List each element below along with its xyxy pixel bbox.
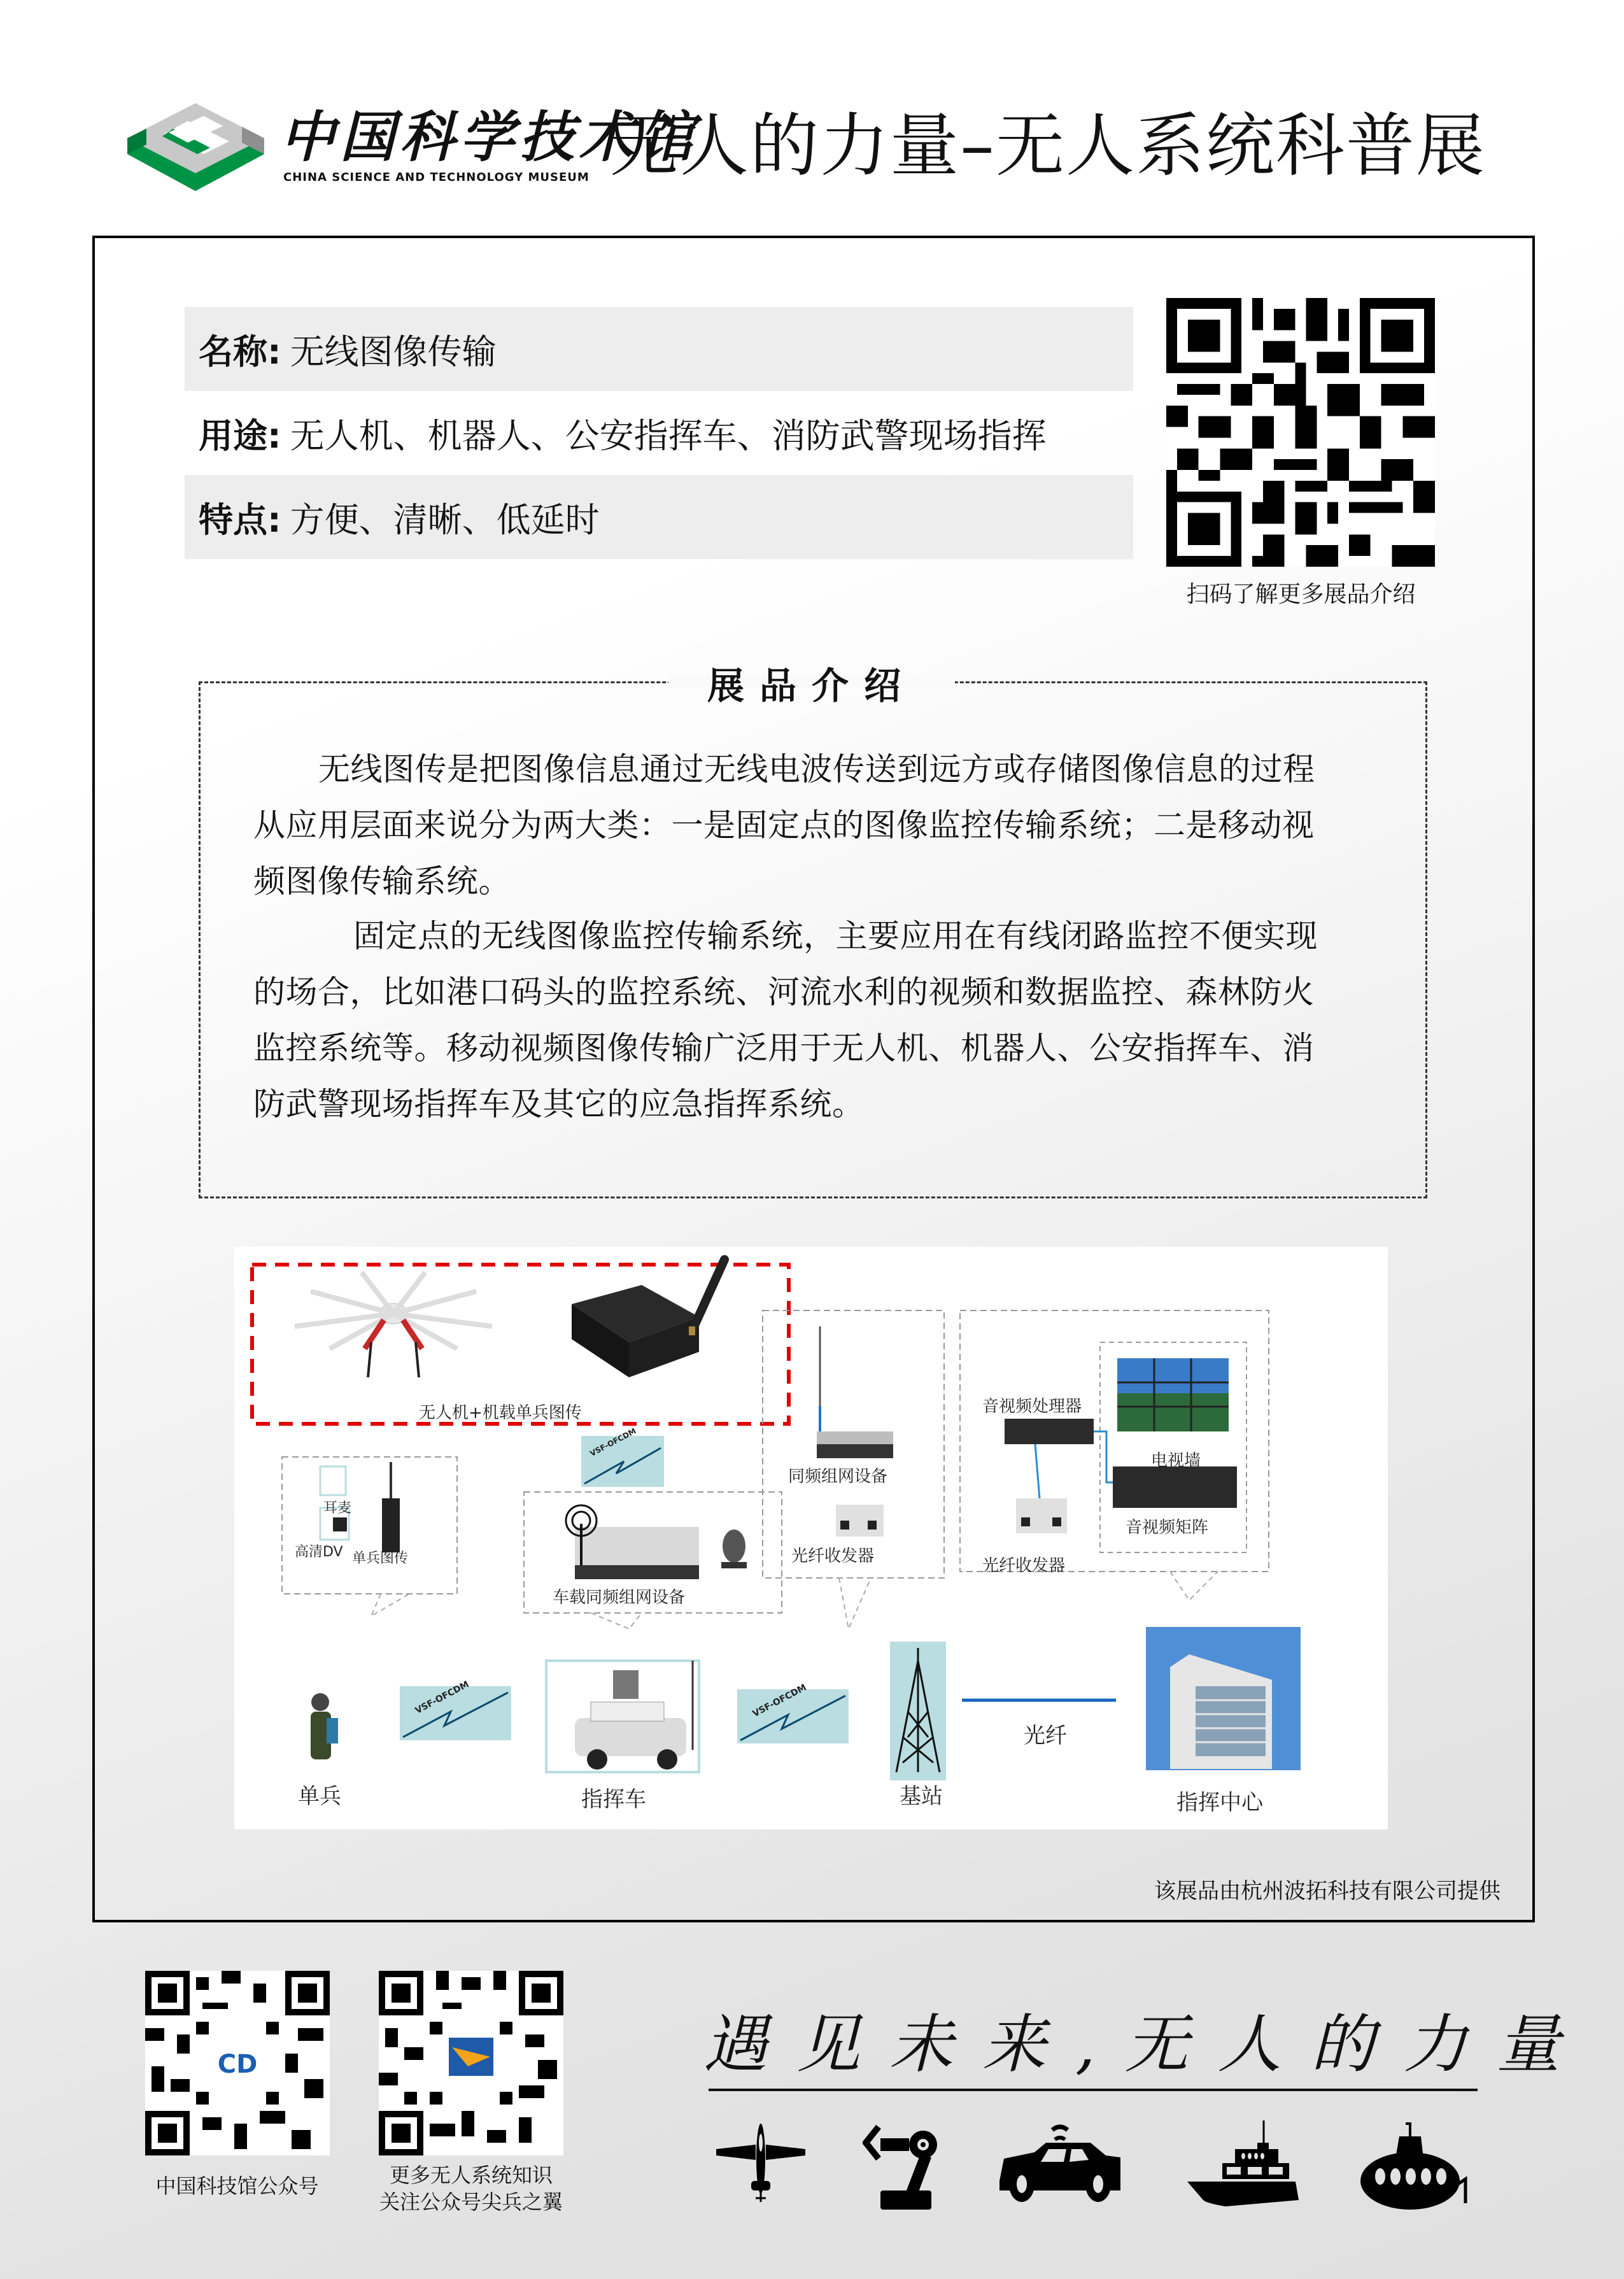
command-center-label: 指挥中心: [1176, 1790, 1263, 1815]
info-label: 用途:: [199, 415, 281, 456]
command-vehicle-label: 指挥车: [581, 1787, 646, 1812]
av-processor-label: 音视频处理器: [982, 1397, 1082, 1416]
svg-text:CD: CD: [217, 2050, 258, 2079]
slogan-divider: [709, 2089, 1478, 2091]
uav-show-wechat-qr-code[interactable]: [379, 1971, 563, 2155]
intro-paragraph-line: 的场合，比如港口码头的监控系统、河流水利的视频和数据监控、森林防火: [253, 974, 1315, 1011]
intro-paragraph-line: 频图像传输系统。: [253, 863, 511, 900]
info-row-features: [185, 475, 1133, 559]
link-label: VSF-OFCDM: [588, 1426, 638, 1458]
submarine-icon: [1356, 2120, 1471, 2210]
exhibit-qr-code[interactable]: [1166, 298, 1435, 567]
cstm-qr-caption: 中国科技馆公众号: [155, 2174, 319, 2198]
intro-paragraph-line: 监控系统等。移动视频图像传输广泛用于无人机、机器人、公安指挥车、消: [253, 1030, 1315, 1067]
system-diagram: [234, 1247, 1388, 1829]
intro-paragraph-line: 固定点的无线图像监控传输系统，主要应用在有线闭路监控不便实现: [353, 918, 1318, 955]
soldier-transmitter-label: 单兵图传: [352, 1551, 409, 1566]
intro-paragraph-line: 从应用层面来说分为两大类：一是固定点的图像监控传输系统；二是移动视: [253, 807, 1315, 844]
tv-wall-label: 电视墙: [1151, 1451, 1201, 1470]
robot-arm-icon: [863, 2120, 939, 2210]
page-title: 无人的力量–无人系统科普展: [610, 106, 1486, 186]
museum-name-en: CHINA SCIENCE AND TECHNOLOGY MUSEUM: [283, 171, 590, 184]
av-matrix-label: 音视频矩阵: [1126, 1518, 1209, 1537]
cstm-wechat-qr-code[interactable]: [145, 1971, 330, 2155]
unmanned-boat-icon: [1187, 2120, 1302, 2210]
exhibit-credit: 该展品由杭州波拓科技有限公司提供: [1154, 1878, 1500, 1904]
uav-show-qr-caption-line1: 更多无人系统知识: [389, 2163, 553, 2187]
info-value: 方便、清晰、低延时: [290, 499, 600, 540]
network-device-label: 同频组网设备: [788, 1467, 888, 1486]
link-box-top: [581, 1436, 664, 1487]
hd-camera-label: 高清DV: [295, 1544, 343, 1560]
slogan: 遇见未来,无人的力量: [703, 2007, 1590, 2082]
fiber-transceiver-label: 光纤收发器: [982, 1556, 1066, 1575]
intro-paragraph-line: 防武警现场指挥车及其它的应急指挥系统。: [253, 1086, 865, 1123]
museum-logo-icon: [127, 103, 264, 192]
info-value: 无线图像传输: [290, 331, 497, 372]
fiber-label: 光纤: [1024, 1723, 1067, 1749]
earphone-label: 耳麦: [323, 1500, 352, 1516]
soldier-figure: [311, 1693, 338, 1759]
intro-paragraph-line: 无线图传是把图像信息通过无线电波传送到远方或存储图像信息的过程: [318, 751, 1315, 788]
qr-caption: 扫码了解更多展品介绍: [1186, 581, 1416, 607]
link-label: VSF-OFCDM: [751, 1682, 808, 1719]
link-label: VSF-OFCDM: [413, 1679, 471, 1716]
soldier-label: 单兵: [298, 1784, 341, 1809]
base-station-label: 基站: [900, 1784, 943, 1809]
intro-heading: 展品介绍: [707, 664, 916, 707]
autonomous-car-icon: [996, 2120, 1124, 2210]
info-label: 名称:: [199, 331, 281, 372]
museum-name-cn: 中国科学技术馆: [280, 105, 699, 169]
fiber-transceiver-label: 光纤收发器: [791, 1547, 875, 1566]
info-label: 特点:: [199, 499, 281, 540]
uav-show-qr-caption-line2: 关注公众号尖兵之翼: [379, 2190, 563, 2214]
vehicle-kit-label: 车载同频组网设备: [553, 1588, 686, 1607]
info-row-usage: [185, 391, 1133, 475]
uav-group-label: 无人机+机载单兵图传: [419, 1403, 582, 1423]
info-row-name: [185, 307, 1133, 391]
uav-plane-icon: [716, 2120, 805, 2210]
info-value: 无人机、机器人、公安指挥车、消防武警现场指挥: [290, 415, 1047, 456]
